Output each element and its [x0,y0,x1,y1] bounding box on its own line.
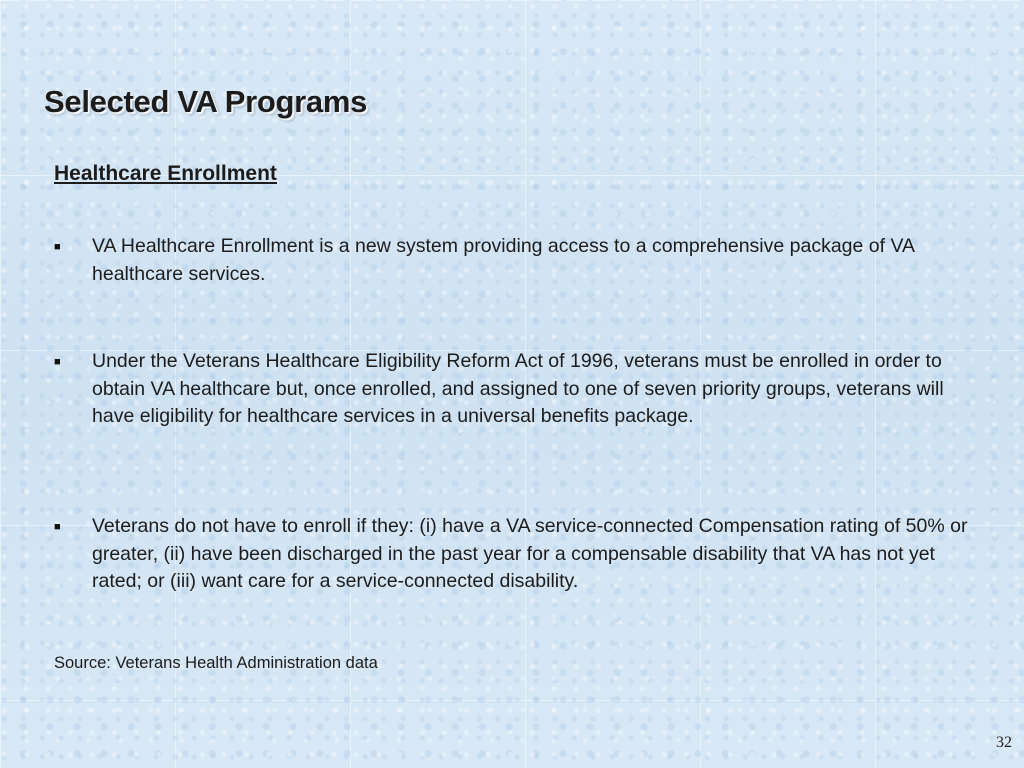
section-heading: Healthcare Enrollment [54,162,277,185]
bullet-text: Under the Veterans Healthcare Eligibility Reform Act of 1996, veterans must be enrolled in order to obtain VA healthcare but, once enrolled, and assigned to one of seven priority groups, veterans will have eligibility for healthcare services in a universal benefits package. [92,350,944,427]
bullet-item [54,513,984,596]
bullet-item [54,233,984,288]
bullet-item [54,348,984,431]
page-number: 32 [996,734,1012,751]
slide-title: Selected VA Programs [44,84,368,119]
bullet-text: VA Healthcare Enrollment is a new system providing access to a comprehensive package of VA healthcare services. [92,235,914,285]
square-bullet-icon: ■ [54,356,61,368]
square-bullet-icon: ■ [54,521,61,533]
bullet-text: Veterans do not have to enroll if they: (i) have a VA service-connected Compensation rating of 50% or greater, (ii) have been discharged in the past year for a compensable disability that VA has not yet rated; or (iii) want care for a service-connected disability. [92,515,968,592]
source-note: Source: Veterans Health Administration data [54,654,378,672]
square-bullet-icon: ■ [54,241,61,253]
